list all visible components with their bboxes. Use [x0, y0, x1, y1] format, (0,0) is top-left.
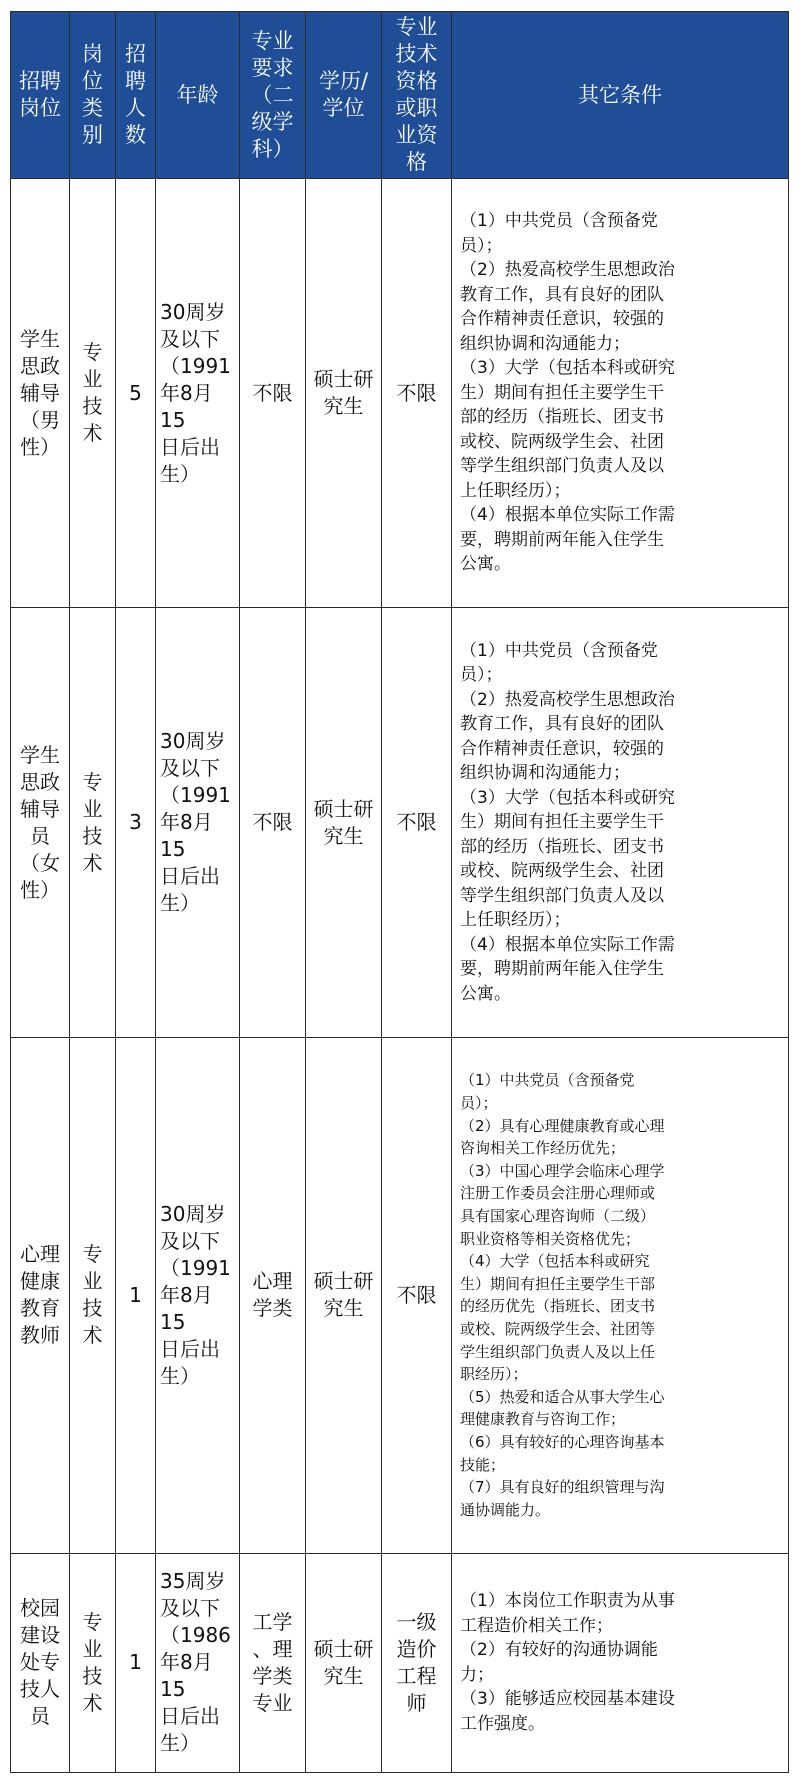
header-category: [70, 12, 116, 179]
cell-count: 1: [116, 1553, 156, 1772]
text-line: 建设: [20, 1623, 60, 1648]
text-line: 具有国家心理咨询师（二级）: [460, 1206, 656, 1225]
text-line: 35周岁: [160, 1569, 226, 1594]
text-line: 性）: [20, 434, 60, 459]
text-line: 及以下: [160, 1596, 220, 1621]
text-line: 业资: [395, 123, 438, 147]
text-line: 类: [82, 96, 103, 120]
text-line: 岗位: [19, 96, 61, 120]
cell-major: [240, 608, 306, 1037]
text-line: 咨询相关工作经历优先；: [460, 1139, 626, 1158]
text-line: 心理: [20, 1242, 60, 1267]
text-line: 年龄: [176, 82, 219, 107]
text-line: 辅导: [20, 380, 60, 405]
text-line: 员）；: [460, 1094, 498, 1112]
text-line: 员: [30, 1704, 50, 1729]
text-line: 硕士研: [313, 796, 374, 821]
text-line: （7）具有良好的组织管理与沟: [460, 1478, 665, 1497]
text-line: 专业: [82, 769, 103, 821]
text-line: 上任职经历）；: [460, 480, 571, 501]
text-line: 辅导: [20, 796, 60, 821]
text-line: （1986: [160, 1623, 231, 1648]
text-line: 不限: [396, 810, 437, 835]
text-line: 日后出: [160, 1704, 220, 1729]
text-line: 一级: [396, 1609, 437, 1634]
text-line: 生）: [160, 1363, 200, 1388]
text-line: 究生: [323, 1663, 364, 1688]
text-line: （3）能够适应校园基本建设: [460, 1689, 675, 1710]
text-line: 学位: [322, 96, 365, 120]
text-line: 理健康教育与咨询工作；: [460, 1410, 626, 1429]
cell-count: 5: [116, 179, 156, 608]
cell-category: [70, 179, 116, 608]
text-line: 专业: [395, 15, 438, 39]
text-line: 部的经历（指班长、团支书: [460, 407, 664, 428]
text-line: 或校、院两级学生会、社团等: [460, 1319, 656, 1338]
cell-category: [70, 1037, 116, 1553]
cell-age: [156, 1037, 240, 1553]
text-line: 技人: [20, 1677, 60, 1702]
text-line: 硕士研: [313, 1636, 374, 1661]
text-line: 健康: [20, 1269, 60, 1294]
text-line: 部的经历（指班长、团支书: [460, 836, 664, 857]
text-line: 或校、院两级学生会、社团: [460, 431, 664, 452]
text-line: （2）有较好的沟通协调能: [460, 1640, 658, 1661]
text-line: 30周岁: [160, 1201, 226, 1226]
cell-conditions: [452, 608, 789, 1037]
text-line: 教育: [20, 1296, 60, 1321]
text-line: 招: [125, 42, 146, 66]
text-line: 及以下: [160, 326, 220, 351]
text-line: 要求: [251, 55, 294, 80]
text-line: （3）中国心理学会临床心理学: [460, 1161, 665, 1180]
text-line: 不限: [396, 1282, 437, 1307]
text-line: 资格: [395, 69, 438, 93]
text-line: 不限: [252, 810, 293, 835]
text-line: （3）大学（包括本科或研究: [460, 787, 675, 808]
text-line: （女: [20, 850, 60, 875]
text-line: （二: [251, 82, 294, 107]
text-line: 等学生组织部门负责人及以: [460, 456, 664, 477]
cell-degree: [306, 1037, 382, 1553]
text-line: 生）期间有担任主要学生干: [460, 812, 664, 833]
text-line: 级学: [251, 109, 294, 134]
text-line: 合作精神责任意识，较强的: [460, 738, 664, 759]
text-line: 通协调能力。: [460, 1500, 551, 1519]
text-line: （1991: [160, 353, 231, 378]
cell-post: [11, 179, 70, 608]
header-post: [11, 12, 70, 179]
text-line: 硕士研: [313, 1269, 374, 1294]
cell-conditions: [452, 1553, 789, 1772]
text-line: 造价: [396, 1636, 437, 1661]
text-line: 学生组织部门负责人及以上任: [460, 1342, 656, 1361]
text-line: 员）；: [460, 665, 503, 686]
text-line: 注册工作委员会注册心理师或: [460, 1184, 656, 1203]
cell-conditions: [452, 1037, 789, 1553]
text-line: 专业: [252, 1690, 293, 1715]
text-line: 思政: [20, 769, 60, 794]
text-line: （1991: [160, 783, 231, 808]
text-line: 教育工作，具有良好的团队: [460, 714, 664, 735]
text-line: 工程: [396, 1663, 437, 1688]
header-major: [240, 12, 306, 179]
text-line: （4）根据本单位实际工作需: [460, 934, 675, 955]
cell-post: [11, 1037, 70, 1553]
text-line: 技: [82, 1296, 103, 1321]
cell-degree: [306, 1553, 382, 1772]
text-line: （1991: [160, 1255, 231, 1280]
text-line: 招聘: [19, 69, 61, 93]
text-line: （6）具有较好的心理咨询基本: [460, 1432, 665, 1451]
cell-count: 1: [116, 1037, 156, 1553]
text-line: 学类: [252, 1663, 293, 1688]
text-line: 校园: [20, 1596, 60, 1621]
text-line: 公寓。: [460, 554, 511, 575]
cell-qualification: [382, 1553, 452, 1772]
text-line: 学类: [252, 1296, 293, 1321]
text-line: 科）: [251, 136, 294, 161]
text-line: 技术: [395, 42, 438, 66]
cell-post: [11, 608, 70, 1037]
text-line: 要，聘期前两年能入住学生: [460, 959, 664, 980]
text-line: 究生: [323, 394, 364, 419]
table-row: [11, 1553, 789, 1772]
text-line: 性）: [20, 877, 60, 902]
text-line: 教育工作，具有良好的团队: [460, 284, 664, 305]
text-line: 技术: [82, 394, 103, 446]
text-line: （3）大学（包括本科或研究: [460, 358, 675, 379]
header-qualification: [382, 12, 452, 179]
text-line: （男: [20, 407, 60, 432]
cell-qualification: [382, 1037, 452, 1553]
text-line: 究生: [323, 1296, 364, 1321]
cell-major: [240, 1037, 306, 1553]
text-line: 岗: [82, 42, 103, 66]
table-row: [11, 179, 789, 608]
text-line: 组织协调和沟通能力；: [460, 333, 630, 354]
text-line: 员: [30, 823, 50, 848]
cell-count: 3: [116, 608, 156, 1037]
text-line: 学历/: [318, 69, 369, 93]
text-line: 公寓。: [460, 983, 511, 1004]
text-line: （2）热爱高校学生思想政治: [460, 689, 675, 710]
text-line: 不限: [396, 380, 437, 405]
text-line: 生）: [160, 1731, 200, 1756]
cell-post: [11, 1553, 70, 1772]
text-line: 其它条件: [578, 82, 662, 107]
text-line: （2）热爱高校学生思想政治: [460, 260, 675, 281]
text-line: 工程造价相关工作；: [460, 1615, 613, 1636]
text-line: （4）根据本单位实际工作需: [460, 505, 675, 526]
text-line: 格: [406, 150, 427, 174]
header-other-conditions: [452, 12, 789, 179]
header-row: [11, 12, 789, 179]
cell-age: [156, 1553, 240, 1772]
text-line: 人: [125, 96, 146, 120]
text-line: 技术: [82, 1663, 103, 1715]
text-line: （5）热爱和适合从事大学生心: [460, 1387, 665, 1406]
table-row: [11, 608, 789, 1037]
text-line: 员）；: [460, 235, 503, 256]
text-line: 心理: [252, 1269, 293, 1294]
text-line: 年8月15: [160, 1282, 213, 1334]
text-line: 师: [406, 1690, 427, 1715]
text-line: 生）: [160, 891, 200, 916]
cell-age: [156, 179, 240, 608]
cell-conditions: [452, 179, 789, 608]
text-line: （1）中共党员（含预备党: [460, 211, 658, 232]
text-line: 要，聘期前两年能入住学生: [460, 529, 664, 550]
text-line: （1）本岗位工作职责为从事: [460, 1591, 675, 1612]
text-line: 处专: [20, 1650, 60, 1675]
header-age: [156, 12, 240, 179]
text-line: 业: [82, 1269, 103, 1294]
text-line: 或职: [395, 96, 438, 120]
text-line: 合作精神责任意识，较强的: [460, 309, 664, 330]
text-line: 力；: [460, 1664, 494, 1685]
cell-degree: [306, 608, 382, 1037]
text-line: 位: [82, 69, 103, 93]
text-line: 30周岁: [160, 299, 226, 324]
cell-qualification: [382, 179, 452, 608]
text-line: （1）中共党员（含预备党: [460, 1071, 635, 1090]
cell-category: [70, 608, 116, 1037]
header-degree: [306, 12, 382, 179]
text-line: 及以下: [160, 1228, 220, 1253]
text-line: 30周岁: [160, 729, 226, 754]
text-line: 日后出: [160, 864, 220, 889]
cell-major: [240, 1553, 306, 1772]
text-line: 职经历）；: [460, 1365, 528, 1384]
text-line: （2）具有心理健康教育或心理: [460, 1116, 665, 1135]
text-line: 、理: [252, 1636, 293, 1661]
text-line: 等学生组织部门负责人及以: [460, 885, 664, 906]
text-line: 工学: [252, 1609, 293, 1634]
text-line: 专: [82, 1242, 103, 1267]
text-line: 的经历优先（指班长、团支书: [460, 1297, 656, 1316]
text-line: 数: [125, 123, 146, 147]
cell-degree: [306, 179, 382, 608]
text-line: 日后出: [160, 1336, 220, 1361]
text-line: 别: [82, 123, 103, 147]
text-line: 学生: [20, 742, 60, 767]
text-line: 生）: [160, 461, 200, 486]
recruitment-table: [10, 11, 789, 1773]
text-line: （1）中共党员（含预备党: [460, 640, 658, 661]
text-line: 年8月15: [160, 810, 213, 862]
text-line: 生）期间有担任主要学生干: [460, 382, 664, 403]
text-line: 技能；: [460, 1455, 506, 1474]
text-line: 或校、院两级学生会、社团: [460, 861, 664, 882]
text-line: 硕士研: [313, 367, 374, 392]
text-line: 组织协调和沟通能力；: [460, 763, 630, 784]
text-line: 生）期间有担任主要学生干部: [460, 1274, 656, 1293]
text-line: 职业资格等相关资格优先；: [460, 1229, 641, 1248]
text-line: 学生: [20, 326, 60, 351]
text-line: 工作强度。: [460, 1713, 545, 1734]
text-line: 专业: [251, 28, 294, 53]
text-line: 年8月15: [160, 1650, 213, 1702]
text-line: （4）大学（包括本科或研究: [460, 1252, 650, 1271]
text-line: 聘: [125, 69, 146, 93]
text-line: 不限: [252, 380, 293, 405]
cell-qualification: [382, 608, 452, 1037]
text-line: 思政: [20, 353, 60, 378]
text-line: 专业: [82, 1609, 103, 1661]
text-line: 日后出: [160, 434, 220, 459]
cell-category: [70, 1553, 116, 1772]
cell-age: [156, 608, 240, 1037]
text-line: 年8月15: [160, 380, 213, 432]
text-line: 究生: [323, 823, 364, 848]
text-line: 技术: [82, 823, 103, 875]
text-line: 术: [82, 1323, 103, 1348]
text-line: 上任职经历）；: [460, 910, 571, 931]
text-line: 专业: [82, 340, 103, 392]
cell-major: [240, 179, 306, 608]
text-line: 教师: [20, 1323, 60, 1348]
header-count: [116, 12, 156, 179]
table-row: [11, 1037, 789, 1553]
text-line: 及以下: [160, 756, 220, 781]
